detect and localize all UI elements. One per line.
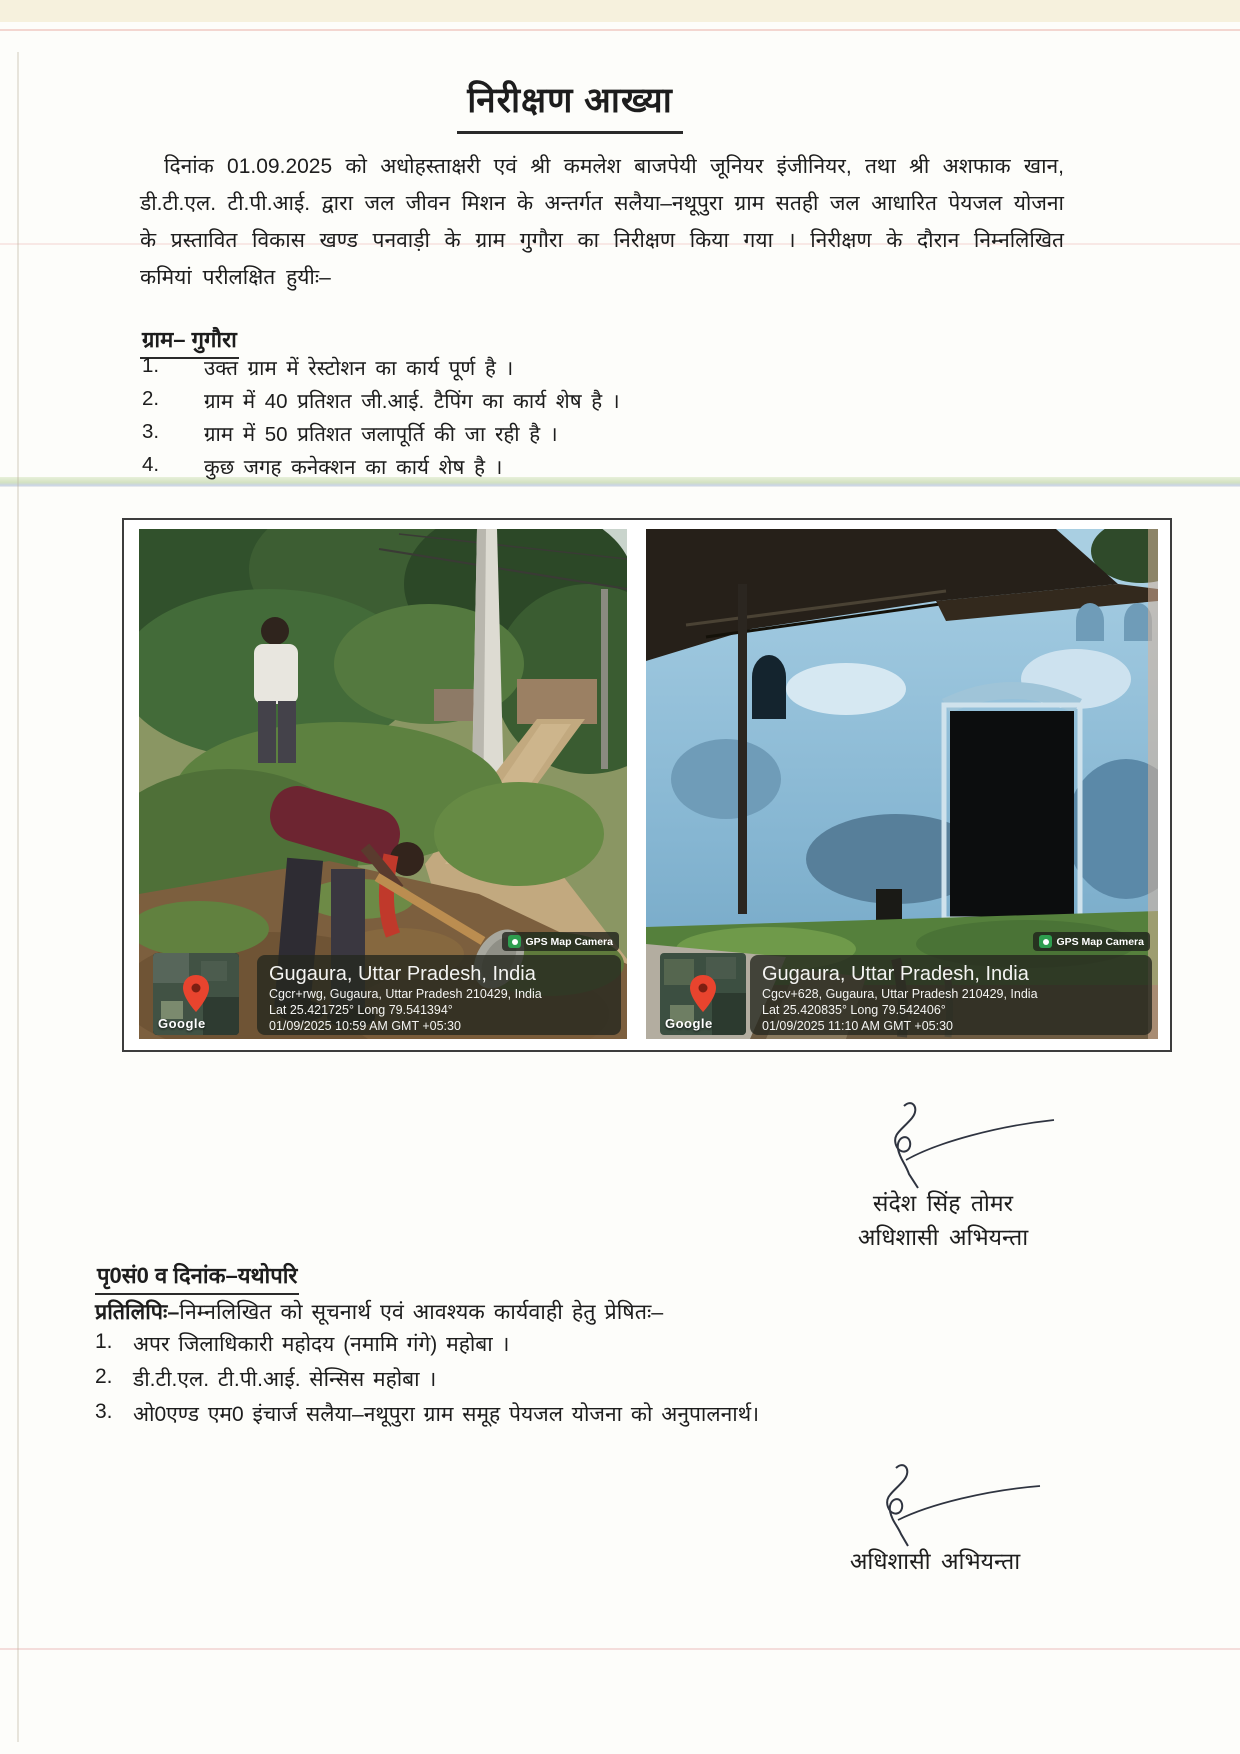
photo-frame	[122, 518, 1172, 1052]
scan-hairline	[0, 1648, 1240, 1650]
list-item-text: ओ0एण्ड एम0 इंचार्ज सलैया–नथूपुरा ग्राम समूह पेयजल योजना को अनुपालनार्थ।	[133, 1403, 760, 1426]
intro-paragraph: दिनांक 01.09.2025 को अधोहस्ताक्षरी एवं श्री कमलेश बाजपेयी जूनियर इंजीनियर, तथा श्री अशफाक खान, डी.टी.एल. टी.पी.आई. द्वारा जल जीवन मिशन के अन्तर्गत सलैया–नथूपुरा ग्राम सतही जल आधारित पेयजल योजना के प्रस्तावित विकास खण्ड पनवाड़ी के ग्राम गुगौरा का निरीक्षण किया गया । निरीक्षण के दौरान निम्नलिखित कमियां परीलक्षित हुयीः–	[140, 155, 1064, 289]
gps-badge-label: GPS Map Camera	[1056, 935, 1144, 948]
list-item-number: 3.	[142, 420, 160, 443]
scan-hairline	[0, 29, 1240, 31]
list-item-number: 1.	[142, 354, 160, 377]
gps-address: Cgcr+rwg, Gugaura, Uttar Pradesh 210429, India	[269, 987, 542, 1001]
list-item-number: 1.	[95, 1330, 113, 1353]
list-item	[142, 354, 942, 387]
gps-map-camera-badge	[502, 932, 619, 951]
gps-datetime: 01/09/2025 10:59 AM GMT +05:30	[269, 1019, 461, 1033]
list-item-text: अपर जिलाधिकारी महोदय (नमामि गंगे) महोबा ।	[133, 1333, 510, 1356]
list-item	[95, 1365, 995, 1400]
scan-top-band	[0, 0, 1240, 22]
list-item	[95, 1330, 995, 1365]
reference-line: पृ0सं0 व दिनांक–यथोपरि	[95, 1260, 299, 1295]
list-item-number: 2.	[95, 1365, 113, 1388]
list-item-number: 4.	[142, 453, 160, 476]
google-logo: Google	[665, 1016, 713, 1031]
map-thumbnail	[660, 953, 746, 1035]
photo-digging-work	[139, 529, 627, 1039]
gps-overlay-panel	[750, 955, 1152, 1035]
list-item-text: उक्त ग्राम में रेस्टोशन का कार्य पूर्ण है ।	[204, 357, 514, 380]
copy-label: प्रतिलिपिः–	[95, 1300, 180, 1324]
gps-address: Cgcv+628, Gugaura, Uttar Pradesh 210429, India	[762, 987, 1038, 1001]
gps-coordinates: Lat 25.421725° Long 79.541394°	[269, 1003, 453, 1017]
list-item	[95, 1400, 995, 1435]
findings-list	[142, 354, 942, 486]
photo-blue-building	[646, 529, 1158, 1039]
gps-datetime: 01/09/2025 11:10 AM GMT +05:30	[762, 1019, 953, 1033]
map-thumbnail	[153, 953, 239, 1035]
signature-mark	[878, 1098, 1058, 1190]
list-item-number: 3.	[95, 1400, 113, 1423]
signature-mark	[872, 1462, 1044, 1548]
list-item	[142, 420, 942, 453]
list-item	[142, 387, 942, 420]
list-item-text: ग्राम में 50 प्रतिशत जलापूर्ति की जा रही है ।	[204, 423, 558, 446]
list-item-text: ग्राम में 40 प्रतिशत जी.आई. टैपिंग का कार्य शेष है ।	[204, 390, 620, 413]
list-item-text: कुछ जगह कनेक्शन का कार्य शेष है ।	[204, 456, 503, 479]
gps-map-camera-badge	[1033, 932, 1150, 951]
distribution-list	[95, 1330, 995, 1435]
signatory-name: संदेश सिंह तोमर	[872, 1190, 1014, 1216]
page-title: निरीक्षण आख्या	[90, 76, 1050, 134]
gps-location-title: Gugaura, Uttar Pradesh, India	[762, 963, 1029, 985]
gps-coordinates: Lat 25.420835° Long 79.542406°	[762, 1003, 946, 1017]
gps-badge-label: GPS Map Camera	[525, 935, 613, 948]
copy-text: निम्नलिखित को सूचनार्थ एवं आवश्यक कार्यवाही हेतु प्रेषितः–	[179, 1300, 664, 1324]
list-item	[142, 453, 942, 486]
signatory-designation: अधिशासी अभियन्ता	[849, 1548, 1021, 1574]
scan-edge-line	[17, 52, 19, 1742]
copy-line	[95, 1297, 663, 1326]
list-item-text: डी.टी.एल. टी.पी.आई. सेन्सिस महोबा ।	[133, 1368, 437, 1391]
signatory-designation: अधिशासी अभियन्ता	[857, 1224, 1029, 1250]
gps-camera-icon	[508, 935, 521, 948]
google-logo: Google	[158, 1016, 206, 1031]
village-heading: ग्राम– गुगौरा	[140, 324, 239, 359]
list-item-number: 2.	[142, 387, 160, 410]
gps-overlay-panel	[257, 955, 621, 1035]
gps-location-title: Gugaura, Uttar Pradesh, India	[269, 963, 536, 985]
gps-camera-icon	[1039, 935, 1052, 948]
